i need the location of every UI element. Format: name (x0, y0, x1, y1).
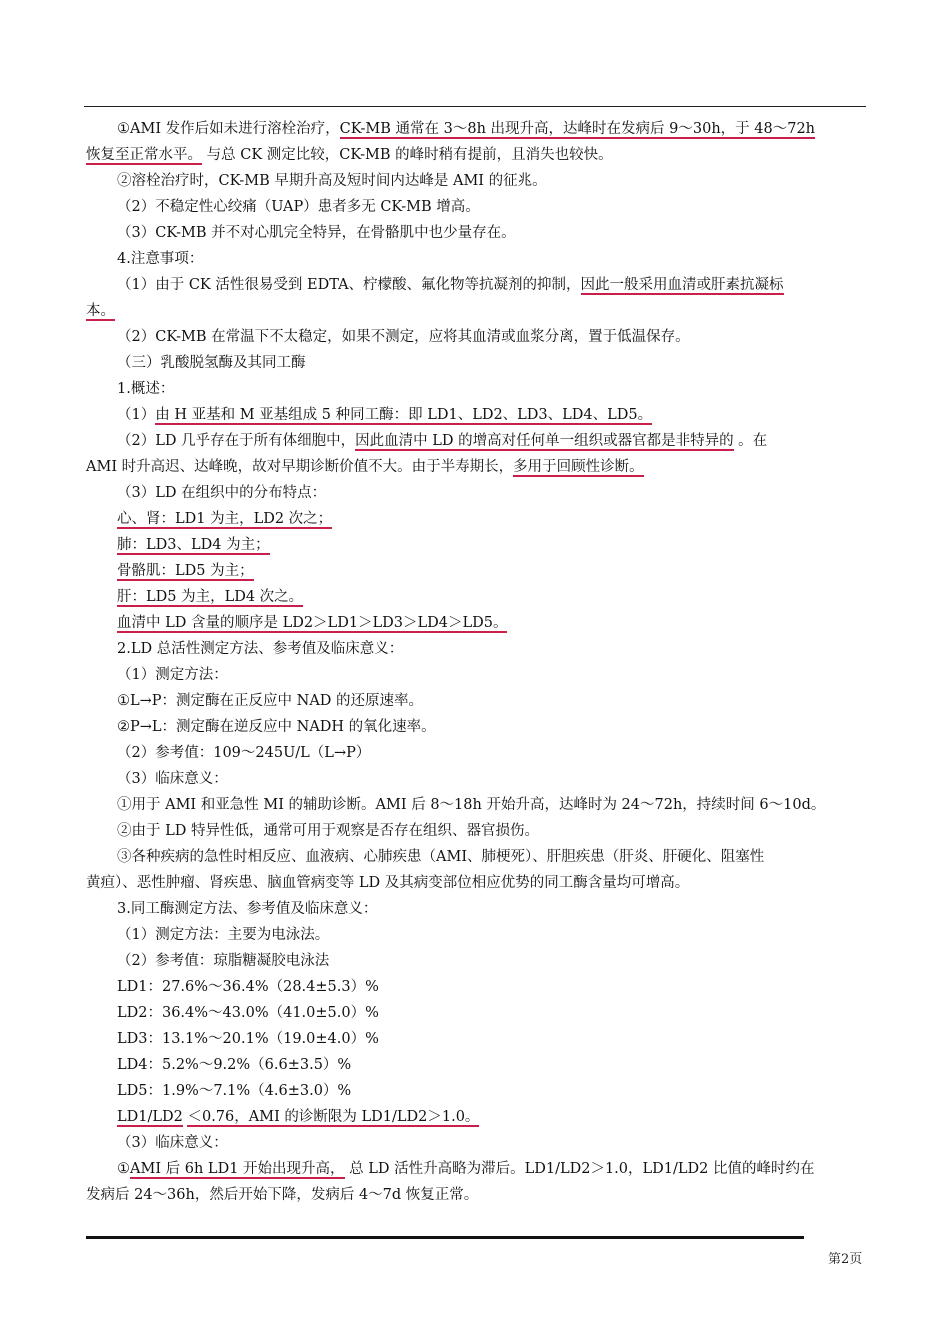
text-segment: ①用于 AMI 和亚急性 MI 的辅助诊断。AMI 后 8～18h 开始升高，达峰时为 24～72h，持续时间 6～10d。 (117, 797, 826, 813)
document-body (86, 116, 866, 1208)
text-segment: 发病后 24～36h，然后开始下降，发病后 4～7d 恢复正常。 (86, 1187, 479, 1203)
text-line (86, 1104, 866, 1130)
text-segment: AMI 时升高迟、达峰晚，故对早期诊断价值不大。由于半寿期长， (86, 459, 514, 475)
text-segment: LD5：1.9%～7.1%（4.6±3.0）% (117, 1083, 352, 1099)
text-line (86, 1130, 866, 1156)
underlined-text: ＜0.76，AMI 的诊断限为 LD1/LD2＞1.0。 (187, 1109, 480, 1125)
text-line (86, 558, 866, 584)
text-line (86, 272, 866, 298)
text-segment: （1）由于 CK 活性很易受到 EDTA、柠檬酸、氟化物等抗凝剂的抑制， (117, 277, 581, 293)
text-segment: （2）参考值：109～245U/L（L→P） (117, 745, 371, 761)
underlined-text: 血清中 LD 含量的顺序是 LD2＞LD1＞LD3＞LD4＞LD5。 (117, 615, 508, 631)
text-segment: （1）测定方法：主要为电泳法。 (117, 927, 330, 943)
footer-rule (86, 1236, 804, 1239)
text-segment: 3.同工酶测定方法、参考值及临床意义： (117, 901, 378, 917)
text-line (86, 1026, 866, 1052)
text-segment: 与总 CK 测定比较，CK-MB 的峰时稍有提前，且消失也较快。 (202, 147, 613, 163)
underlined-text: 由 H 亚基和 M 亚基组成 5 种同工酶：即 LD1、LD2、LD3、LD4、LD5。 (155, 407, 653, 423)
text-segment: ① (117, 1161, 130, 1177)
underlined-text: 因此一般采用血清或肝素抗凝标 (580, 277, 784, 293)
text-segment: （3）临床意义： (117, 771, 228, 787)
header-rule (84, 106, 866, 107)
text-line (86, 116, 866, 142)
text-line (86, 792, 866, 818)
text-line (86, 896, 866, 922)
text-line (86, 194, 866, 220)
text-segment: （1） (117, 407, 156, 423)
text-line (86, 870, 866, 896)
text-line (86, 844, 866, 870)
text-segment: （3）CK-MB 并不对心肌完全特异，在骨骼肌中也少量存在。 (117, 225, 516, 241)
page-number: 第2页 (828, 1252, 863, 1267)
text-segment: LD4：5.2%～9.2%（6.6±3.5）% (117, 1057, 352, 1073)
text-segment: 1.概述： (117, 381, 175, 397)
text-segment: （2）参考值：琼脂糖凝胶电泳法 (117, 953, 330, 969)
text-segment: （3）LD 在组织中的分布特点： (117, 485, 327, 501)
text-segment: LD2：36.4%～43.0%（41.0±5.0）% (117, 1005, 379, 1021)
underlined-text: 肝：LD5 为主，LD4 次之。 (117, 589, 304, 605)
text-segment: ①AMI 发作后如未进行溶栓治疗， (117, 121, 340, 137)
text-line (86, 402, 866, 428)
text-line (86, 818, 866, 844)
text-segment: ②由于 LD 特异性低，通常可用于观察是否存在组织、器官损伤。 (117, 823, 539, 839)
text-line (86, 974, 866, 1000)
text-line (86, 298, 866, 324)
text-line (86, 1156, 866, 1182)
underlined-text: AMI 后 6h LD1 开始出现升高， (130, 1161, 345, 1177)
text-segment: 4.注意事项： (117, 251, 204, 267)
text-line (86, 350, 866, 376)
text-segment: ②溶栓治疗时，CK-MB 早期升高及短时间内达峰是 AMI 的征兆。 (117, 173, 547, 189)
underlined-text: 因此血清中 LD 的增高对任何单一组织或器官都是非特异的 (355, 433, 734, 449)
text-segment: （2）LD 几乎存在于所有体细胞中， (117, 433, 356, 449)
text-line (86, 376, 866, 402)
text-segment: 2.LD 总活性测定方法、参考值及临床意义： (117, 641, 404, 657)
underlined-text: 多用于回顾性诊断。 (513, 459, 644, 475)
text-segment: 总 LD 活性升高略为滞后。LD1/LD2＞1.0，LD1/LD2 比值的峰时约在 (344, 1161, 815, 1177)
text-line (86, 948, 866, 974)
text-line (86, 506, 866, 532)
text-line (86, 532, 866, 558)
text-line (86, 1078, 866, 1104)
text-line (86, 766, 866, 792)
text-line (86, 168, 866, 194)
underlined-text: LD1/LD2 (117, 1109, 183, 1125)
underlined-text: 本。 (86, 303, 115, 319)
text-segment: 黄疸）、恶性肿瘤、肾疾患、脑血管病变等 LD 及其病变部位相应优势的同工酶含量均可增高。 (86, 875, 690, 891)
text-segment: 。在 (733, 433, 768, 449)
text-line (86, 454, 866, 480)
text-line (86, 142, 866, 168)
text-line (86, 662, 866, 688)
text-line (86, 1182, 866, 1208)
text-line (86, 480, 866, 506)
text-line (86, 636, 866, 662)
text-line (86, 688, 866, 714)
underlined-text: 恢复至正常水平。 (86, 147, 202, 163)
text-segment: （3）临床意义： (117, 1135, 228, 1151)
text-segment: ②P→L：测定酶在逆反应中 NADH 的氧化速率。 (117, 719, 436, 735)
underlined-text: CK-MB 通常在 3～8h 出现升高，达峰时在发病后 9～30h，于 48～72h (339, 121, 816, 137)
underlined-text: 心、肾：LD1 为主，LD2 次之； (117, 511, 333, 527)
text-line (86, 1000, 866, 1026)
text-line (86, 740, 866, 766)
text-line (86, 714, 866, 740)
text-segment: （2）CK-MB 在常温下不太稳定，如果不测定，应将其血清或血浆分离，置于低温保存。 (117, 329, 690, 345)
text-segment: （1）测定方法： (117, 667, 228, 683)
text-line (86, 584, 866, 610)
underlined-text: 骨骼肌：LD5 为主； (117, 563, 254, 579)
text-line (86, 220, 866, 246)
text-line (86, 246, 866, 272)
text-line (86, 428, 866, 454)
text-segment: LD1：27.6%～36.4%（28.4±5.3）% (117, 979, 379, 995)
text-segment: （三）乳酸脱氢酶及其同工酶 (117, 355, 306, 371)
text-segment: ③各种疾病的急性时相反应、血液病、心肺疾患（AMI、肺梗死）、肝胆疾患（肝炎、肝硬化、阻塞性 (117, 849, 765, 865)
text-segment: ①L→P：测定酶在正反应中 NAD 的还原速率。 (117, 693, 424, 709)
underlined-text: 肺：LD3、LD4 为主； (117, 537, 270, 553)
text-line (86, 1052, 866, 1078)
text-line (86, 324, 866, 350)
text-line (86, 922, 866, 948)
text-segment: （2）不稳定性心绞痛（UAP）患者多无 CK-MB 增高。 (117, 199, 480, 215)
text-line (86, 610, 866, 636)
text-segment: LD3：13.1%～20.1%（19.0±4.0）% (117, 1031, 379, 1047)
